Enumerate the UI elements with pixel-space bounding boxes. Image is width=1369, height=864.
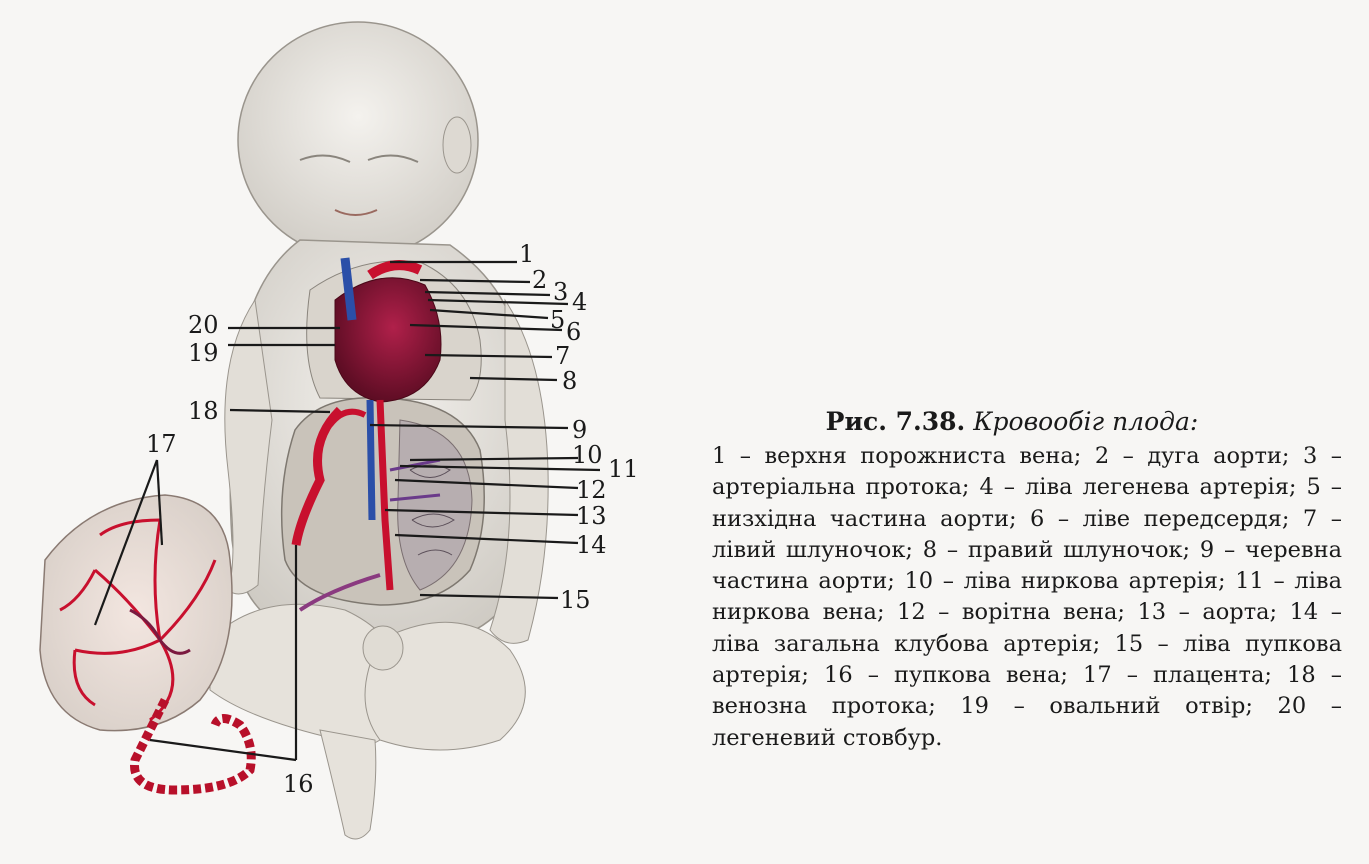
- label-15: 15: [560, 586, 591, 614]
- figure-legend: 1 – верхня порожниста вена; 2 – дуга аорти; 3 – артеріальна протока; 4 – ліва легенева артерія; 5 – низхідна частина аорти; 6 – ліве передсердя; 7 – лівий шлуночок; 8 – правий шлуночок; 9 – черевна частина аорти; 10 – ліва ниркова артерія; 11 – ліва ниркова вена; 12 – ворітна вена; 13 – аорта; 14 – ліва загальна клубова артерія; 15 – ліва пупкова артерія; 16 – пупкова вена; 17 – плацента; 18 – венозна протока; 19 – овальний отвір; 20 – легеневий стовбур.: [712, 443, 1342, 751]
- label-16: 16: [283, 770, 314, 798]
- label-9: 9: [572, 416, 588, 444]
- label-18: 18: [188, 397, 219, 425]
- label-2: 2: [532, 266, 548, 294]
- label-19: 19: [188, 339, 219, 367]
- label-5: 5: [550, 306, 566, 334]
- label-6: 6: [566, 318, 582, 346]
- figure-title: Кровообіг плода:: [973, 407, 1199, 436]
- label-14: 14: [576, 531, 607, 559]
- label-20: 20: [188, 311, 219, 339]
- label-17: 17: [146, 430, 177, 458]
- label-4: 4: [572, 288, 588, 316]
- figure-caption: [712, 405, 1342, 754]
- label-3: 3: [553, 278, 569, 306]
- label-13: 13: [576, 502, 607, 530]
- label-7: 7: [555, 342, 571, 370]
- figure-number: Рис. 7.38.: [825, 407, 966, 436]
- label-11: 11: [608, 455, 639, 483]
- label-12: 12: [576, 476, 607, 504]
- caption-title-line: [682, 405, 1342, 439]
- label-8: 8: [562, 367, 578, 395]
- placenta: [40, 495, 232, 731]
- label-1: 1: [519, 240, 535, 268]
- label-10: 10: [572, 441, 603, 469]
